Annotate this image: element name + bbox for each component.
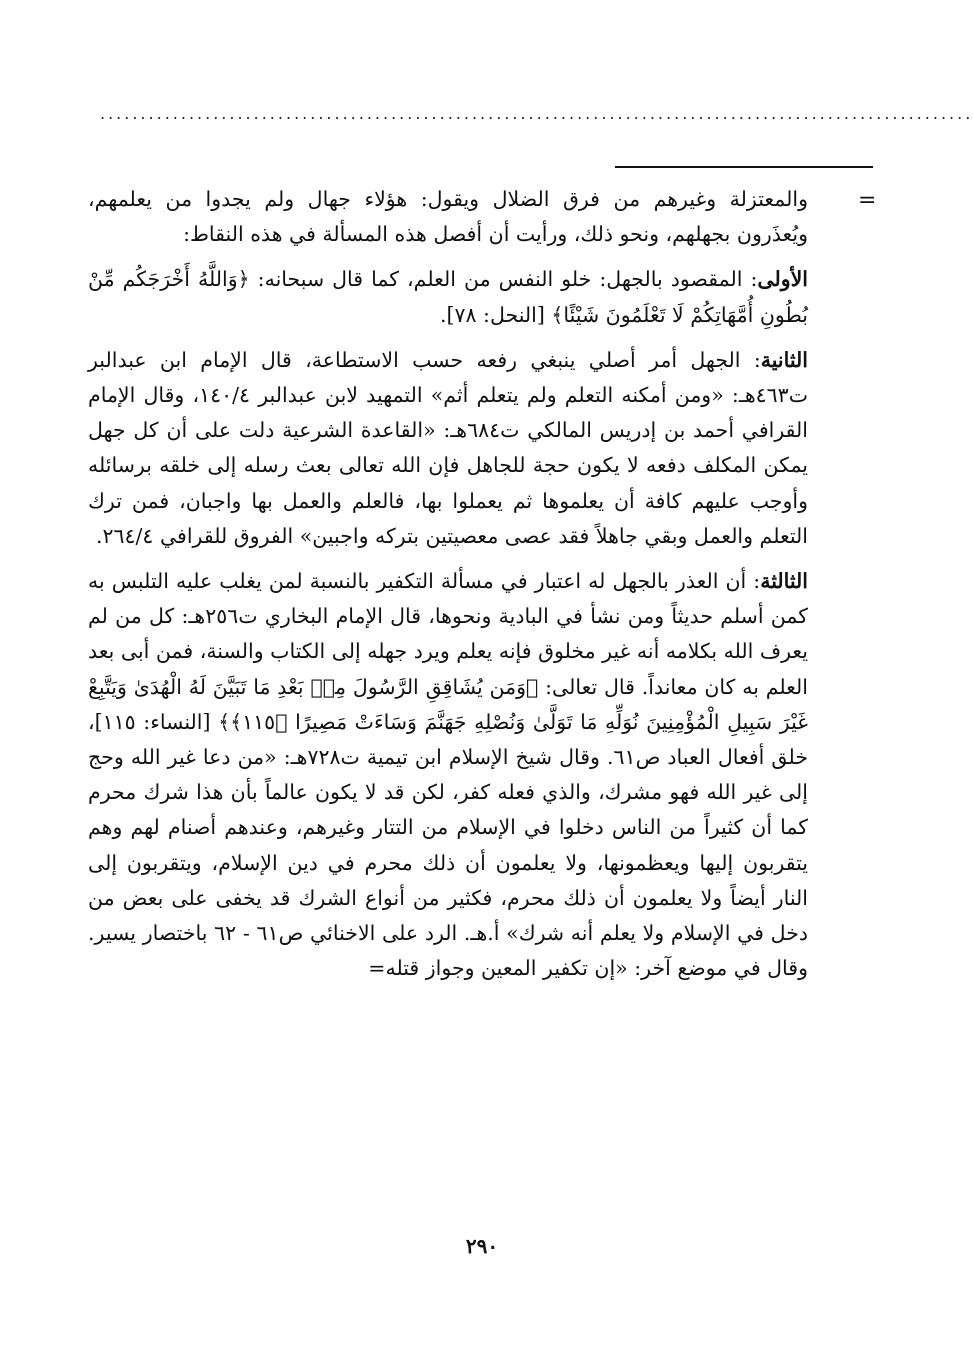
paragraph-intro xyxy=(88,182,808,252)
page-number: ٢٩٠ xyxy=(465,1234,499,1258)
paragraph-second-point xyxy=(88,343,808,554)
paragraph-text: والمعتزلة وغيرهم من فرق الضلال ويقول: هؤلاء جهال ولم يجدوا من يعلمهم، ويُعذَرون بجهلهم، ونحو ذلك، ورأيت أن أفصل هذه المسألة في هذه النقاط: xyxy=(88,187,808,247)
paragraph-text: : الجهل أمر أصلي ينبغي رفعه حسب الاستطاعة، قال الإمام ابن عبدالبر ت٤٦٣هـ: «ومن أمكنه التعلم ولم يتعلم أثم» التمهيد لابن عبدالبر ١٤٠/٤، وقال الإمام القرافي أحمد بن إدريس المالكي ت٦٨٤هـ: «القاعدة الشرعية دلت على أن كل جهل يمكن المكلف دفعه لا يكون حجة للجاهل فإن الله تعالى بعث رسله إلى خلقه برسائله وأوجب عليهم كافة أن يعلموها ثم يعملوا بها، فالعلم والعمل بها واجبان، فمن ترك التعلم والعمل وبقي جاهلاً فقد عصى معصيتين بتركه واجبين» الفروق للقرافي ٢٦٤/٤. xyxy=(88,347,808,548)
continuation-mark: = xyxy=(858,188,877,213)
footnote-rule xyxy=(615,166,873,168)
paragraph-text: : المقصود بالجهل: خلو النفس من العلم، كما قال سبحانه: ﴿وَاللَّهُ أَخْرَجَكُم مِّنْ بُطُونِ أُمَّهَاتِكُمْ لَا تَعْلَمُونَ شَيْئًا﴾ [النحل: ٧٨]. xyxy=(88,267,808,327)
footnote-body xyxy=(88,182,808,996)
point-heading: الثالثة xyxy=(760,569,808,594)
point-heading: الأولى xyxy=(757,267,808,292)
paragraph-text: : أن العذر بالجهل له اعتبار في مسألة التكفير بالنسبة لمن يغلب عليه التلبس به كمن أسلم حديثاً ومن نشأ في البادية ونحوها، قال الإمام البخاري ت٢٥٦هـ: كل من لم يعرف الله بكلامه أنه غير مخلوق فإنه يعلم ويرد جهله إلى الكتاب والسنة، فمن أبى بعد العلم به كان معانداً. قال تعالى: ﴿وَمَن يُشَاقِقِ الرَّسُولَ مِنۢ بَعْدِ مَا تَبَيَّنَ لَهُ الْهُدَىٰ وَيَتَّبِعْ غَيْرَ سَبِيلِ الْمُؤْمِنِينَ نُوَلِّهِ مَا تَوَلَّىٰ وَنُصْلِهِ جَهَنَّمَ وَسَاءَتْ مَصِيرًا ﴿١١٥﴾﴾ [النساء: ١١٥]، خلق أفعال العباد ص٦١. وقال شيخ الإسلام ابن تيمية ت٧٢٨هـ: «من دعا غير الله وحج إلى غير الله فهو مشرك، والذي فعله كفر، لكن قد لا يكون عالماً بأن هذا شرك محرم كما أن كثيراً من الناس دخلوا في الإسلام من التتار وغيرهم، وعندهم أصنام لهم وهم يتقربون إليها ويعظمونها، ولا يعلمون أن ذلك محرم في دين الإسلام، ويتقربون إلى النار أيضاً ولا يعلمون أن ذلك محرم، فكثير من أنواع الشرك قد يخفى على بعض من دخل في الإسلام ولا يعلم أنه شرك» أ.هـ. الرد على الاخنائي ص٦١ - ٦٢ باختصار يسير. وقال في موضع آخر: «إن تكفير المعين وجواز قتله= xyxy=(88,569,809,981)
paragraph-third-point xyxy=(88,564,808,986)
paragraph-first-point xyxy=(88,262,808,332)
point-heading: الثانية xyxy=(760,347,808,372)
dot-leader-separator: ............................................................................................................ xyxy=(100,104,973,123)
